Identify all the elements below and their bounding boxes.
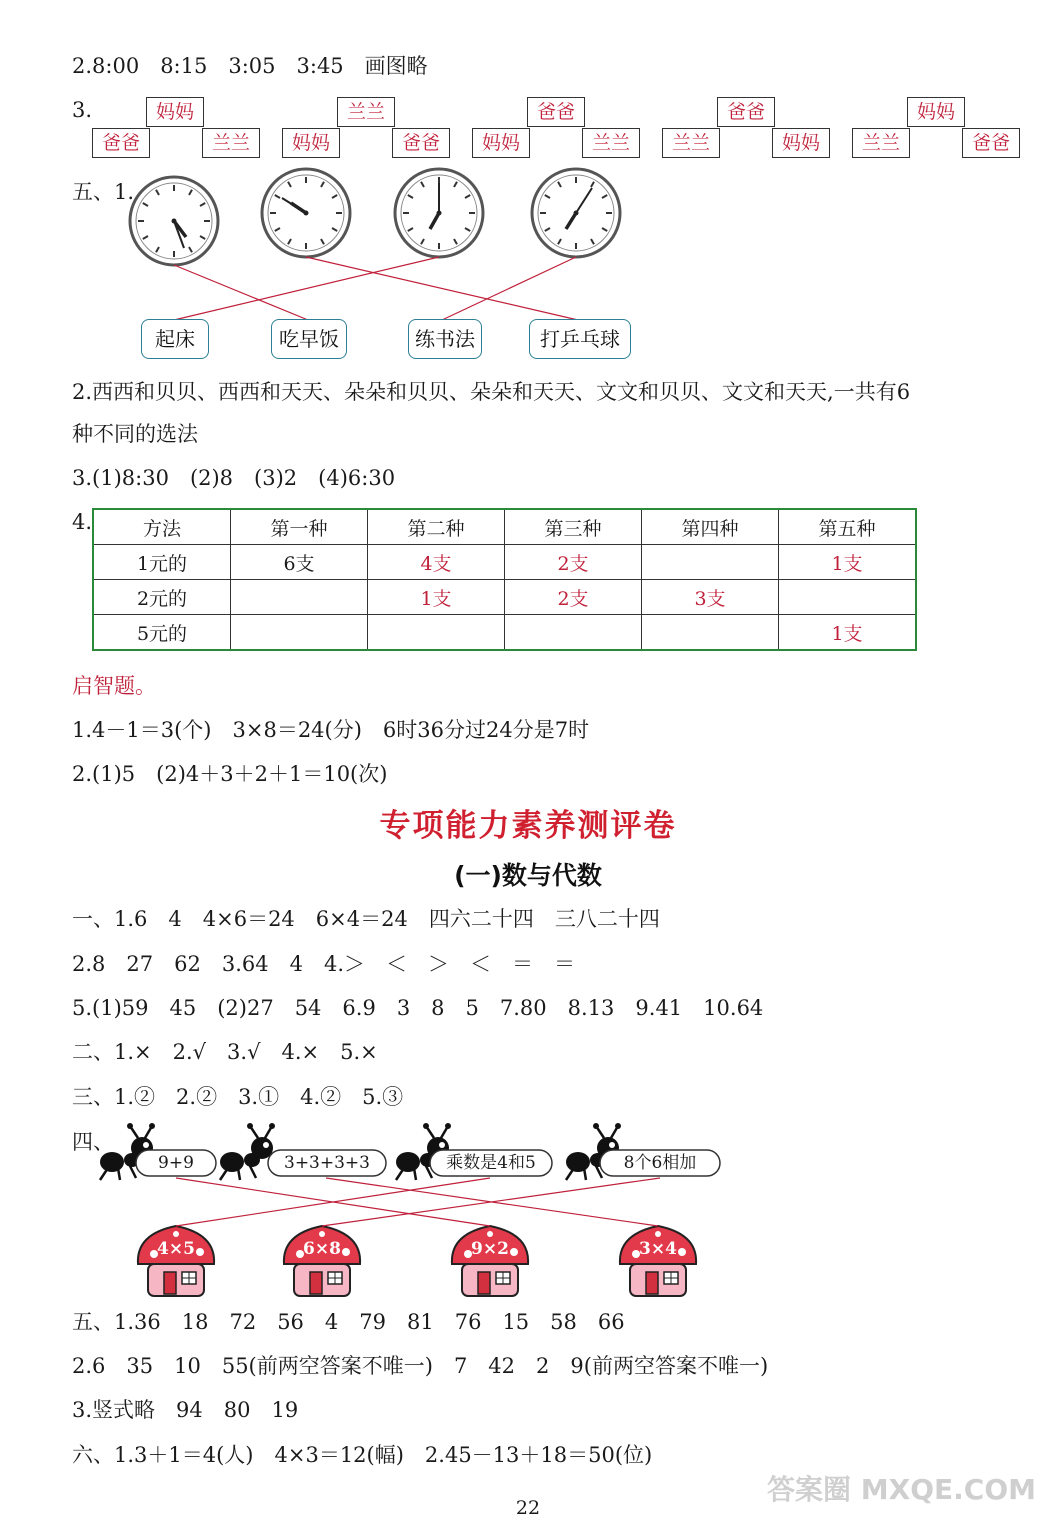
family-box-top: 妈妈 <box>907 97 965 127</box>
match-line <box>442 257 576 320</box>
answer-line-5-2-cont: 种不同的选法 <box>72 422 198 446</box>
answer-line-5-2: 2.西西和贝贝、西西和天天、朵朵和贝贝、朵朵和天天、文文和贝贝、文文和天天,一共有6 <box>72 380 911 404</box>
family-box-right: 爸爸 <box>962 128 1020 158</box>
family-box-top: 爸爸 <box>527 97 585 127</box>
match-line <box>174 257 439 320</box>
table-cell <box>642 615 779 651</box>
table-row <box>93 580 916 615</box>
answer-9: 3.竖式略 94 80 19 <box>72 1398 299 1422</box>
activity-label: 打乒乓球 <box>529 319 631 359</box>
answer-5: 三、1.② 2.② 3.① 4.② 5.③ <box>72 1085 404 1109</box>
table-cell: 1支 <box>779 615 917 651</box>
answer-1: 一、1.6 4 4×6＝24 6×4＝24 四六二十四 三八二十四 <box>72 907 660 931</box>
answer-7: 五、1.36 18 72 56 4 79 81 76 15 58 66 <box>72 1310 625 1334</box>
table-cell: 5元的 <box>93 615 231 651</box>
answer-line-3-prefix: 3. <box>72 98 93 122</box>
family-box-right: 爸爸 <box>392 128 450 158</box>
qizhi-heading: 启智题。 <box>72 674 156 698</box>
table-header-cell: 第四种 <box>642 509 779 545</box>
answer-line-2: 2.8:00 8:15 3:05 3:45 画图略 <box>72 54 428 78</box>
table-header-cell: 第五种 <box>779 509 917 545</box>
house-label: 4×5 <box>157 1239 195 1259</box>
family-box-right: 兰兰 <box>202 128 260 158</box>
family-box-top: 妈妈 <box>146 97 204 127</box>
clock-icon <box>262 169 350 257</box>
qizhi-answer-1: 1.4－1＝3(个) 3×8＝24(分) 6时36分过24分是7时 <box>72 718 590 742</box>
house-label: 6×8 <box>303 1239 341 1259</box>
table-cell: 3支 <box>642 580 779 615</box>
clock-icon <box>130 177 218 265</box>
table-cell: 1元的 <box>93 545 231 580</box>
answer-line-5-prefix: 五、1. <box>72 180 135 204</box>
family-box-left: 兰兰 <box>852 128 910 158</box>
activity-label: 吃早饭 <box>271 319 347 359</box>
table-header-cell: 第一种 <box>231 509 368 545</box>
family-box-right: 妈妈 <box>772 128 830 158</box>
table-cell <box>231 580 368 615</box>
table-row <box>93 545 916 580</box>
table-header-row <box>93 509 916 545</box>
answer-3: 5.(1)59 45 (2)27 54 6.9 3 8 5 7.80 8.13 9.41 10.64 <box>72 996 764 1020</box>
activity-label: 练书法 <box>408 319 482 359</box>
clock-icon <box>395 169 483 257</box>
clock-icon <box>532 169 620 257</box>
ant-bubble-text: 3+3+3+3 <box>284 1153 370 1173</box>
table-header-cell: 方法 <box>93 509 231 545</box>
table-cell: 6支 <box>231 545 368 580</box>
table-cell: 2支 <box>505 545 642 580</box>
watermark-logo: 答案圈 MXQE.COM <box>767 1473 1036 1506</box>
table-cell: 1支 <box>368 580 505 615</box>
answer-line-5-3: 3.(1)8:30 (2)8 (3)2 (4)6:30 <box>72 466 396 490</box>
section-subtitle: (一)数与代数 <box>454 861 602 890</box>
methods-table <box>92 508 917 651</box>
family-box-right: 兰兰 <box>582 128 640 158</box>
table-cell: 4支 <box>368 545 505 580</box>
table-cell <box>779 580 917 615</box>
table-cell <box>231 615 368 651</box>
table-cell: 2元的 <box>93 580 231 615</box>
answer-4: 二、1.× 2.√ 3.√ 4.× 5.× <box>72 1040 378 1064</box>
ant-bubble-text: 8个6相加 <box>623 1153 697 1173</box>
table-row <box>93 615 916 651</box>
section-title: 专项能力素养测评卷 <box>379 808 677 844</box>
table-cell: 1支 <box>779 545 917 580</box>
answer-8: 2.6 35 10 55(前两空答案不唯一) 7 42 2 9(前两空答案不唯一) <box>72 1354 769 1378</box>
family-box-left: 妈妈 <box>282 128 340 158</box>
match-line <box>306 257 578 320</box>
table-header-cell: 第二种 <box>368 509 505 545</box>
answer-6-prefix: 四、 <box>72 1130 114 1154</box>
page-number: 22 <box>515 1497 541 1519</box>
table-cell <box>642 545 779 580</box>
ant-bubble-text: 9+9 <box>158 1153 194 1173</box>
activity-label: 起床 <box>141 319 209 359</box>
family-box-top: 爸爸 <box>717 97 775 127</box>
family-box-top: 兰兰 <box>337 97 395 127</box>
table-cell <box>505 615 642 651</box>
table-cell: 2支 <box>505 580 642 615</box>
house-label: 3×4 <box>639 1239 677 1259</box>
family-box-left: 兰兰 <box>662 128 720 158</box>
answer-line-5-4-prefix: 4. <box>72 510 93 534</box>
table-cell <box>368 615 505 651</box>
table-header-cell: 第三种 <box>505 509 642 545</box>
house-label: 9×2 <box>471 1239 509 1259</box>
ant-house-matching-diagram <box>0 1120 1056 1300</box>
qizhi-answer-2: 2.(1)5 (2)4＋3＋2＋1＝10(次) <box>72 762 388 786</box>
ant-bubble-text: 乘数是4和5 <box>446 1153 536 1173</box>
family-box-left: 妈妈 <box>472 128 530 158</box>
answer-10: 六、1.3＋1＝4(人) 4×3＝12(幅) 2.45－13＋18＝50(位) <box>72 1443 653 1467</box>
family-box-left: 爸爸 <box>92 128 150 158</box>
answer-2: 2.8 27 62 3.64 4 4.＞ ＜ ＞ ＜ ＝ ＝ <box>72 952 575 976</box>
